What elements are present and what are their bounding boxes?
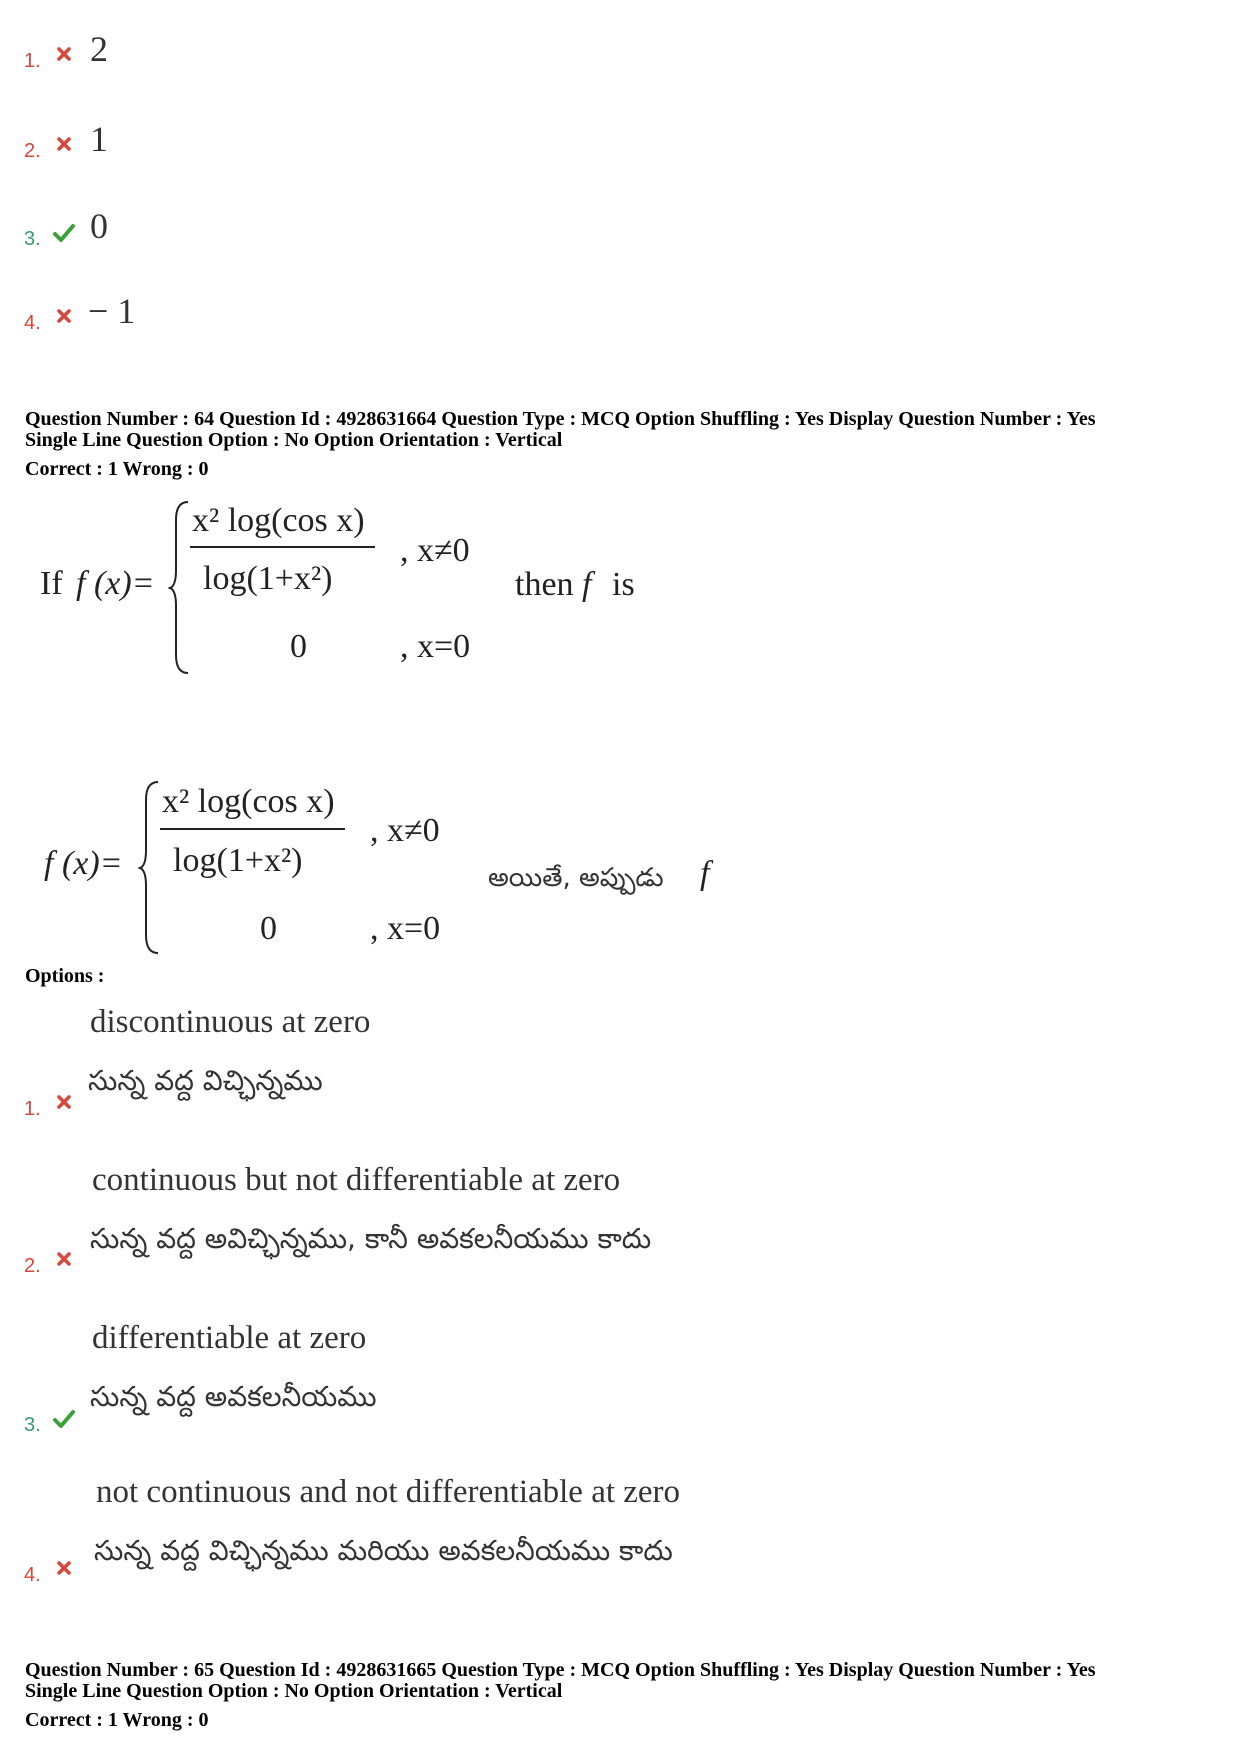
option-number: 2.	[24, 1255, 41, 1277]
stem-function: f (x)=	[44, 845, 123, 882]
condition-2: , x=0	[370, 910, 441, 947]
stem-telugu-tail: అయితే, అప్పుడు	[488, 863, 664, 893]
option-number: 4.	[24, 312, 41, 334]
cross-icon	[56, 136, 72, 152]
option-value: 2	[90, 29, 108, 69]
meta-line-1: Question Number : 65 Question Id : 4928631665 Question Type : MCQ Option Shuffling : Yes Display Question Number : Yes	[25, 1659, 1096, 1681]
option-text-english: differentiable at zero	[92, 1320, 367, 1356]
option-number: 2.	[24, 140, 41, 162]
option-value: 0	[90, 206, 108, 246]
meta-line-2: Single Line Question Option : No Option Orientation : Vertical	[25, 429, 563, 451]
check-icon	[52, 222, 76, 244]
meta-line-3: Correct : 1 Wrong : 0	[25, 1709, 209, 1731]
cross-icon	[56, 1560, 72, 1576]
fraction-denominator: log(1+x²)	[173, 842, 303, 879]
condition-1: , x≠0	[400, 532, 470, 569]
stem-then: then	[515, 566, 574, 603]
stem-lead: If	[40, 565, 63, 602]
fraction-bar	[190, 546, 375, 548]
piece-zero: 0	[290, 628, 307, 665]
meta-line-1: Question Number : 64 Question Id : 4928631664 Question Type : MCQ Option Shuffling : Yes Display Question Number : Yes	[25, 408, 1096, 430]
option-number: 3.	[24, 1414, 41, 1436]
fraction-denominator: log(1+x²)	[203, 560, 333, 597]
option-number: 4.	[24, 1564, 41, 1586]
options-label: Options :	[25, 965, 105, 987]
cross-icon	[56, 308, 72, 324]
meta-line-3: Correct : 1 Wrong : 0	[25, 458, 209, 480]
option-text-english: not continuous and not differentiable at zero	[96, 1474, 681, 1510]
fraction-numerator: x² log(cos x)	[192, 502, 365, 539]
stem-var: f	[700, 855, 710, 892]
option-text-telugu: సున్న వద్ద విచ్ఛిన్నము	[88, 1064, 323, 1097]
cross-icon	[56, 1094, 72, 1110]
option-text-english: discontinuous at zero	[90, 1004, 371, 1040]
check-icon	[52, 1408, 76, 1430]
question-meta	[25, 409, 1095, 480]
piece-zero: 0	[260, 910, 277, 947]
stem-is: is	[612, 566, 635, 603]
fraction-bar	[160, 828, 345, 830]
cross-icon	[56, 1251, 72, 1267]
question-meta	[25, 1660, 1095, 1731]
condition-1: , x≠0	[370, 812, 440, 849]
option-text-telugu: సున్న వద్ద అవకలనీయము	[90, 1380, 377, 1413]
option-text-telugu: సున్న వద్ద విచ్ఛిన్నము మరియు అవకలనీయము కాదు	[94, 1534, 673, 1567]
option-number: 1.	[24, 50, 41, 72]
option-value: − 1	[88, 291, 136, 331]
stem-var: f	[582, 566, 592, 603]
cross-icon	[56, 46, 72, 62]
left-brace	[168, 500, 192, 675]
left-brace	[138, 780, 162, 955]
condition-2: , x=0	[400, 628, 471, 665]
option-text-telugu: సున్న వద్ద అవిచ్ఛిన్నము, కానీ అవకలనీయము కాదు	[90, 1222, 652, 1255]
option-number: 3.	[24, 228, 41, 250]
option-text-english: continuous but not differentiable at zero	[92, 1162, 621, 1198]
fraction-numerator: x² log(cos x)	[162, 783, 335, 820]
stem-function: f (x)=	[76, 565, 155, 602]
option-value: 1	[90, 119, 108, 159]
option-number: 1.	[24, 1098, 41, 1120]
meta-line-2: Single Line Question Option : No Option Orientation : Vertical	[25, 1680, 563, 1702]
